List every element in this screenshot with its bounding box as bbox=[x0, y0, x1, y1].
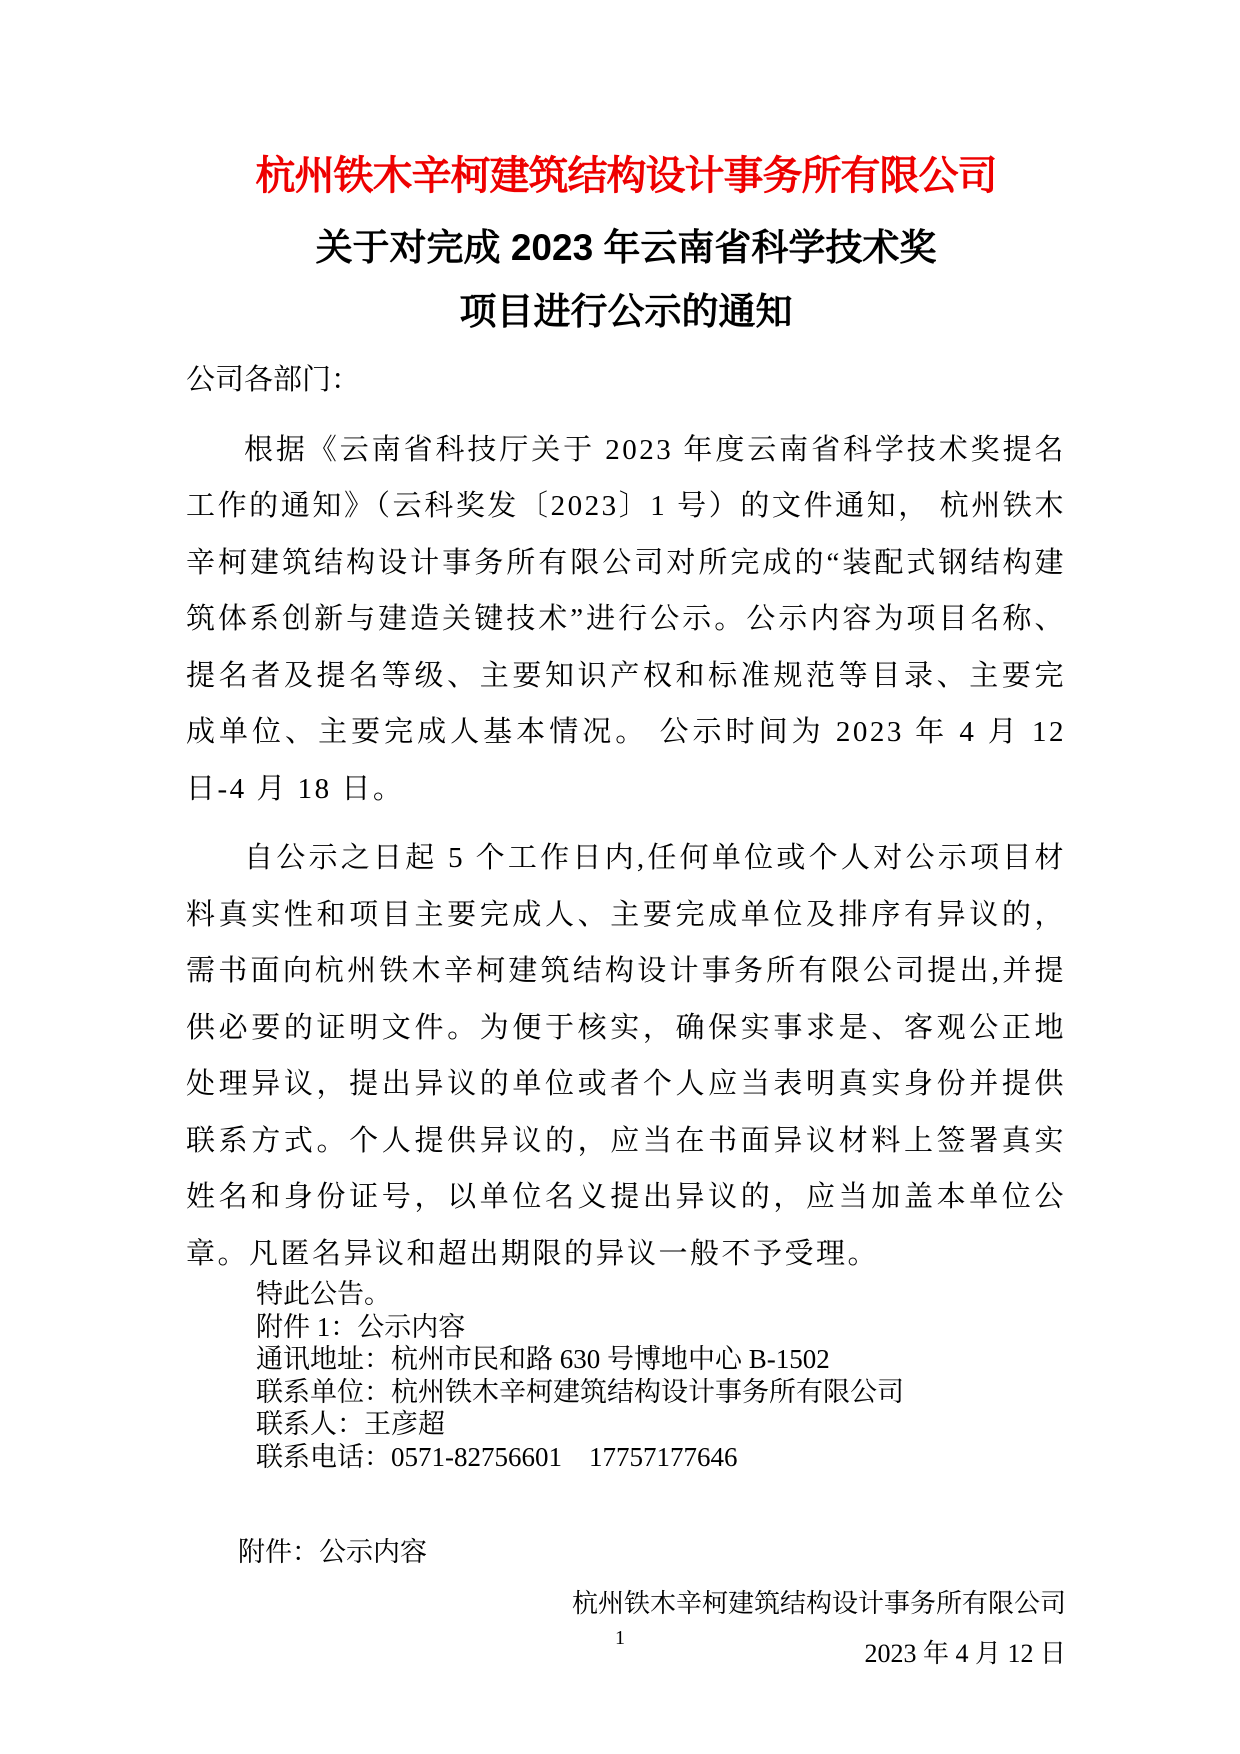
notice-title-line2: 项目进行公示的通知 bbox=[459, 291, 793, 332]
salutation: 公司各部门： bbox=[186, 364, 361, 396]
body-paragraph-2: 自公示之日起 5 个工作日内,任何单位或个人对公示项目材料真实性和项目主要完成人、主要完成单位及排序有异议的，需书面向杭州铁木辛柯建筑结构设计事务所有限公司提出,并提供必要的证明文件。为便于核实，确保实事求是、客观公正地处理异议，提出异议的单位或者个人应当表明真实身份并提供联系方式。个人提供异议的，应当在书面异议材料上签署真实姓名和身份证号，以单位名义提出异议的，应当加盖本单位公章。凡匿名异议和超出期限的异议一般不予受理。 bbox=[186, 842, 1066, 1270]
signature-date: 2023 年 4 月 12 日 bbox=[864, 1639, 1066, 1668]
company-title: 杭州铁木辛柯建筑结构设计事务所有限公司 bbox=[255, 154, 997, 198]
contact-unit-line: 联系单位：杭州铁木辛柯建筑结构设计事务所有限公司 bbox=[256, 1376, 904, 1407]
contact-phone-line: 联系电话：0571-82756601 17757177646 bbox=[256, 1441, 738, 1472]
mailing-address-line: 通讯地址：杭州市民和路 630 号博地中心 B-1502 bbox=[256, 1344, 830, 1374]
attachment-note: 附件：公示内容 bbox=[238, 1537, 427, 1567]
body-paragraph-1: 根据《云南省科技厅关于 2023 年度云南省科学技术奖提名工作的通知》（云科奖发〔2023〕1 号）的文件通知， 杭州铁木辛柯建筑结构设计事务所有限公司对所完成的“装配式钢结构建筑体系创新与建造关键技术”进行公示。公示内容为项目名称、提名者及提名等级、主要知识产权和标准规范等目录、主要完成单位、主要完成人基本情况。 公示时间为 2023 年 4 月 12 日-4 月 18 日。 bbox=[186, 433, 1066, 805]
closing-statement: 特此公告。 bbox=[256, 1279, 391, 1309]
attachment-1-line: 附件 1：公示内容 bbox=[256, 1311, 466, 1342]
page-number: 1 bbox=[615, 1627, 625, 1649]
document-content bbox=[0, 148, 1240, 1679]
notice-title-line1: 关于对完成 2023 年云南省科学技术奖 bbox=[315, 227, 937, 268]
contact-person-line: 联系人：王彦超 bbox=[256, 1409, 445, 1439]
signature-company: 杭州铁木辛柯建筑结构设计事务所有限公司 bbox=[571, 1589, 1066, 1618]
closing-block bbox=[256, 1278, 1066, 1473]
